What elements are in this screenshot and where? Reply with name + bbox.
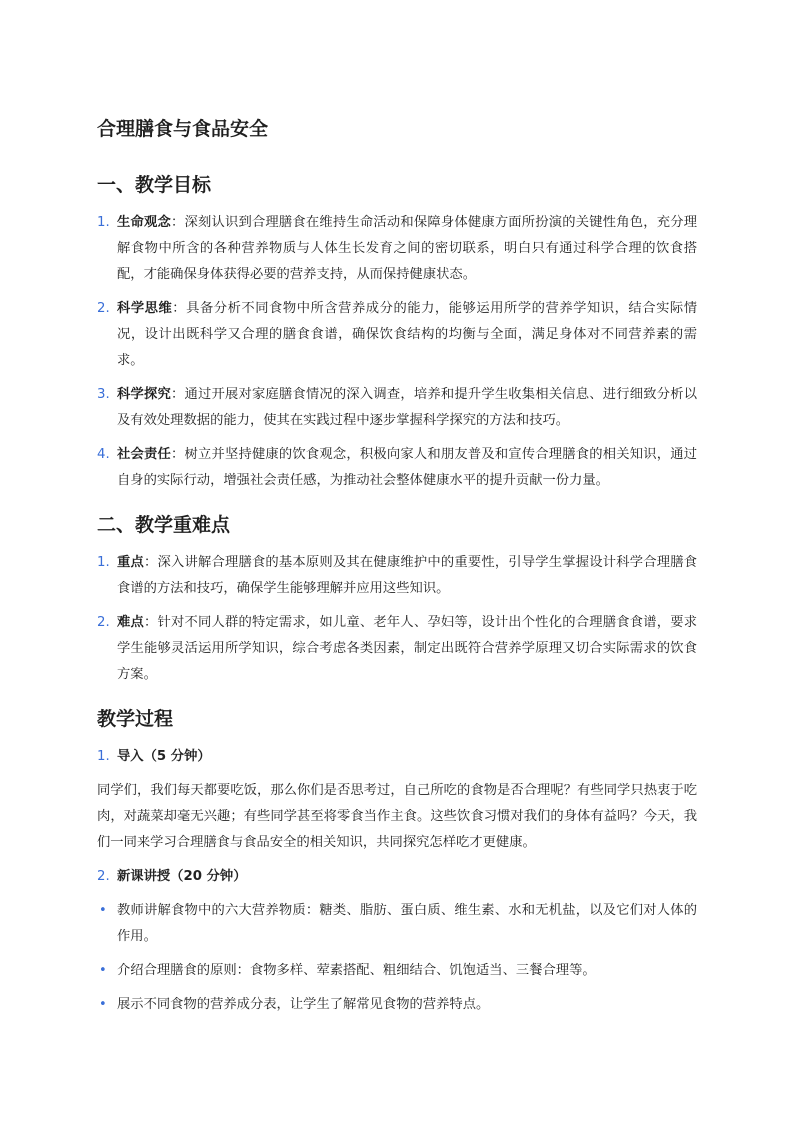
keypoints-list <box>97 550 697 688</box>
list-item <box>97 958 697 984</box>
goal-text: ：通过开展对家庭膳食情况的深入调查，培养和提升学生收集相关信息、进行细致分析以及有效处理数据的能力，使其在实践过程中逐步掌握科学探究的方法和技巧。 <box>117 387 698 428</box>
goal-item <box>97 442 697 494</box>
bullet-dot-icon: • <box>99 963 107 978</box>
keypoint-item <box>97 550 697 602</box>
step-label: 新课讲授（20 分钟） <box>117 869 247 884</box>
process-step-intro <box>97 744 697 770</box>
intro-paragraph: 同学们，我们每天都要吃饭，那么你们是否思考过，自己所吃的食物是否合理呢？有些同学只热衷于吃肉，对蔬菜却毫无兴趣；有些同学甚至将零食当作主食。这些饮食习惯对我们的身体有益吗？今天，我们一同来学习合理膳食与食品安全的相关知识，共同探究怎样吃才更健康。 <box>97 783 697 850</box>
list-number: 2. <box>97 869 110 884</box>
list-number: 1. <box>97 555 110 570</box>
goal-item <box>97 296 697 374</box>
goal-text: ：树立并坚持健康的饮食观念，积极向家人和朋友普及和宣传合理膳食的相关知识，通过自身的实际行动，增强社会责任感，为推动社会整体健康水平的提升贡献一份力量。 <box>117 447 698 488</box>
keypoint-text: ：深入讲解合理膳食的基本原则及其在健康维护中的重要性，引导学生掌握设计科学合理膳食食谱的方法和技巧，确保学生能够理解并应用这些知识。 <box>117 555 698 596</box>
bullet-text: 介绍合理膳食的原则：食物多样、荤素搭配、粗细结合、饥饱适当、三餐合理等。 <box>117 963 596 978</box>
list-number: 2. <box>97 301 110 316</box>
goal-item <box>97 210 697 288</box>
keypoint-item <box>97 610 697 688</box>
list-item <box>97 992 697 1018</box>
list-number: 4. <box>97 447 110 462</box>
bullet-text: 展示不同食物的营养成分表，让学生了解常见食物的营养特点。 <box>117 997 490 1012</box>
bullet-text: 教师讲解食物中的六大营养物质：糖类、脂肪、蛋白质、维生素、水和无机盐，以及它们对人体的作用。 <box>117 903 697 944</box>
goal-text: ：深刻认识到合理膳食在维持生命活动和保障身体健康方面所扮演的关键性角色，充分理解食物中所含的各种营养物质与人体生长发育之间的密切联系，明白只有通过科学合理的饮食搭配，才能确保身体获得必要的营养支持，从而保持健康状态。 <box>117 215 698 282</box>
bullet-dot-icon: • <box>99 997 107 1012</box>
page-title: 合理膳食与食品安全 <box>97 118 269 140</box>
section-heading-process: 教学过程 <box>97 708 174 730</box>
goals-list <box>97 210 697 494</box>
keypoint-term: 重点 <box>117 555 144 570</box>
list-number: 1. <box>97 749 110 764</box>
list-number: 1. <box>97 215 110 230</box>
goal-term: 社会责任 <box>117 447 171 462</box>
bullet-dot-icon: • <box>99 903 107 918</box>
goal-term: 科学探究 <box>117 387 171 402</box>
keypoint-text: ：针对不同人群的特定需求，如儿童、老年人、孕妇等，设计出个性化的合理膳食食谱，要求学生能够灵活运用所学知识，综合考虑各类因素，制定出既符合营养学原理又切合实际需求的饮食方案。 <box>117 615 698 682</box>
list-number: 3. <box>97 387 110 402</box>
goal-term: 科学思维 <box>117 301 173 316</box>
lecture-bullet-list <box>97 898 697 1018</box>
section-heading-goals: 一、教学目标 <box>97 174 212 196</box>
list-item <box>97 898 697 950</box>
step-label: 导入（5 分钟） <box>117 749 211 764</box>
document-page <box>97 112 697 1032</box>
goal-term: 生命观念 <box>117 215 171 230</box>
goal-item <box>97 382 697 434</box>
goal-text: ：具备分析不同食物中所含营养成分的能力，能够运用所学的营养学知识，结合实际情况，设计出既科学又合理的膳食食谱，确保饮食结构的均衡与全面，满足身体对不同营养素的需求。 <box>117 301 698 368</box>
section-heading-keypoints: 二、教学重难点 <box>97 514 231 536</box>
process-step-lecture <box>97 864 697 890</box>
list-number: 2. <box>97 615 110 630</box>
keypoint-term: 难点 <box>117 615 144 630</box>
